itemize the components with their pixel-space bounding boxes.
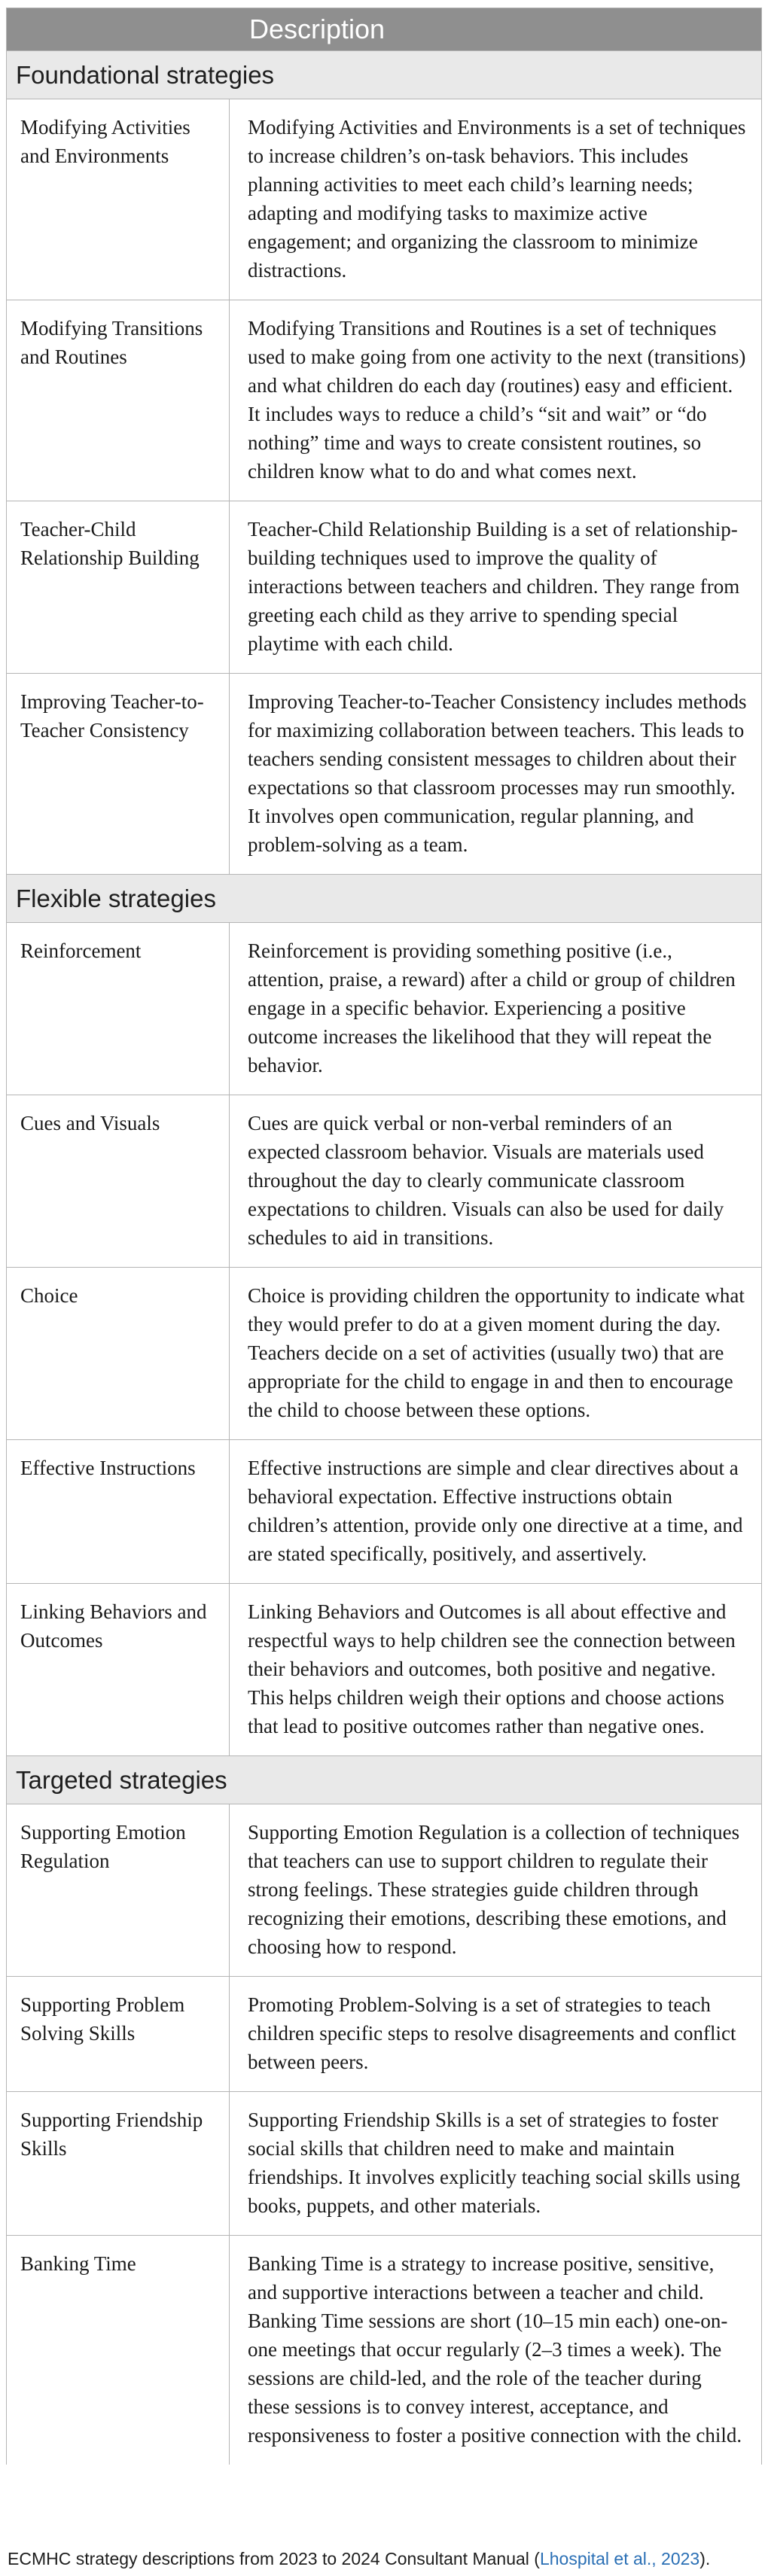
strategy-description: Reinforcement is providing something positive (i.e., attention, praise, a reward) after a child or group of children engage in a specific behavior. Experiencing a positive outcome increases the likelihood that they will repeat the behavior. <box>248 939 736 1076</box>
strategy-name: Supporting Problem Solving Skills <box>7 1977 230 2091</box>
strategy-description: Modifying Activities and Environments is a set of techniques to increase children’s on-task behaviors. This includes planning activities to meet each child’s learning needs; adapting and modifying tasks to maximize active engagement; and organizing the classroom to minimize distractions. <box>248 116 746 282</box>
table-row <box>7 2235 761 2465</box>
strategy-name: Choice <box>7 1268 230 1439</box>
table-caption <box>8 2547 760 2570</box>
table-row <box>7 99 761 300</box>
table-row <box>7 1583 761 1755</box>
strategy-name: Cues and Visuals <box>7 1095 230 1267</box>
section-header: Foundational strategies <box>7 50 761 99</box>
caption-end: ). <box>699 2549 711 2568</box>
strategy-description: Linking Behaviors and Outcomes is all about effective and respectful ways to help children see the connection between their behaviors and outcomes, both positive and negative. This helps children weigh their options and choose actions that lead to positive outcomes rather than negative ones. <box>248 1600 736 1737</box>
strategy-description: Supporting Emotion Regulation is a collection of techniques that teachers can use to support children to regulate their strong feelings. These strategies guide children through recognizing their emotions, describing these emotions, and choosing how to respond. <box>248 1821 740 1958</box>
strategy-description: Banking Time is a strategy to increase positive, sensitive, and supportive interactions between a teacher and child. Banking Time sessions are short (10–15 min each) one-on-one meetings that occur regularly (2–3 times a week). The sessions are child-led, and the role of the teacher during these sessions is to convey interest, acceptance, and responsiveness to foster a positive connection with the child. <box>248 2252 742 2447</box>
section-header: Targeted strategies <box>7 1755 761 1804</box>
table-body <box>7 50 761 2465</box>
strategy-description: Improving Teacher-to-Teacher Consistency includes methods for maximizing collaboration between teachers. This leads to teachers sending consistent messages to children about their expectations so that classroom processes may run smoothly. It involves open communication, regular planning, and problem-solving as a team. <box>248 690 747 856</box>
strategy-name: Supporting Emotion Regulation <box>7 1804 230 1976</box>
strategy-description: Supporting Friendship Skills is a set of strategies to foster social skills that children need to make and maintain friendships. It involves explicitly teaching social skills using books, puppets, and other materials. <box>248 2109 740 2217</box>
strategy-name: Linking Behaviors and Outcomes <box>7 1584 230 1755</box>
table-row <box>7 1095 761 1267</box>
strategy-name: Teacher-Child Relationship Building <box>7 501 230 673</box>
strategy-description: Promoting Problem-Solving is a set of strategies to teach children specific steps to resolve disagreements and conflict between peers. <box>248 1993 736 2073</box>
header-empty-cell <box>7 8 230 50</box>
section-header: Flexible strategies <box>7 874 761 922</box>
strategy-name: Effective Instructions <box>7 1440 230 1583</box>
table-row <box>7 300 761 501</box>
strategy-description: Teacher-Child Relationship Building is a set of relationship-building techniques used to improve the quality of interactions between teachers and children. They range from greeting each child as they arrive to spending special playtime with each child. <box>248 518 740 655</box>
caption-text: ECMHC strategy descriptions from 2023 to 2024 Consultant Manual ( <box>8 2549 540 2568</box>
strategy-table <box>6 8 762 2465</box>
table-row <box>7 1267 761 1439</box>
table-row <box>7 1804 761 1976</box>
strategy-name: Modifying Transitions and Routines <box>7 300 230 501</box>
table-row <box>7 673 761 874</box>
strategy-name: Modifying Activities and Environments <box>7 99 230 300</box>
header-description: Description <box>249 14 386 44</box>
table-row <box>7 1439 761 1583</box>
table-row <box>7 922 761 1095</box>
strategy-name: Banking Time <box>7 2236 230 2465</box>
strategy-name: Reinforcement <box>7 923 230 1095</box>
strategy-description: Effective instructions are simple and clear directives about a behavioral expectation. Effective instructions obtain children’s attention, provide only one directive at a time, and are stated specifically, positively, and assertively. <box>248 1457 743 1565</box>
table-row <box>7 501 761 673</box>
strategy-description: Modifying Transitions and Routines is a set of techniques used to make going from one activity to the next (transitions) and what children do each day (routines) easy and efficient. It includes ways to reduce a child’s “sit and wait” or “do nothing” time and ways to create consistent routines, so children know what to do and what comes next. <box>248 317 746 483</box>
strategy-name: Supporting Friendship Skills <box>7 2092 230 2235</box>
citation-link[interactable]: Lhospital et al., 2023 <box>539 2549 700 2568</box>
table-row <box>7 1976 761 2091</box>
table-header-row <box>7 8 761 50</box>
strategy-name: Improving Teacher-to-Teacher Consistency <box>7 674 230 874</box>
table-row <box>7 2091 761 2235</box>
strategy-description: Choice is providing children the opportunity to indicate what they would prefer to do at a given moment during the day. Teachers decide on a set of activities (usually two) that are appropriate for the child to engage in and then to encourage the child to choose between these options. <box>248 1284 745 1421</box>
strategy-description: Cues are quick verbal or non-verbal reminders of an expected classroom behavior. Visuals are materials used throughout the day to clearly communicate classroom expectations to children. Visuals can also be used for daily schedules to aid in transitions. <box>248 1112 724 1249</box>
